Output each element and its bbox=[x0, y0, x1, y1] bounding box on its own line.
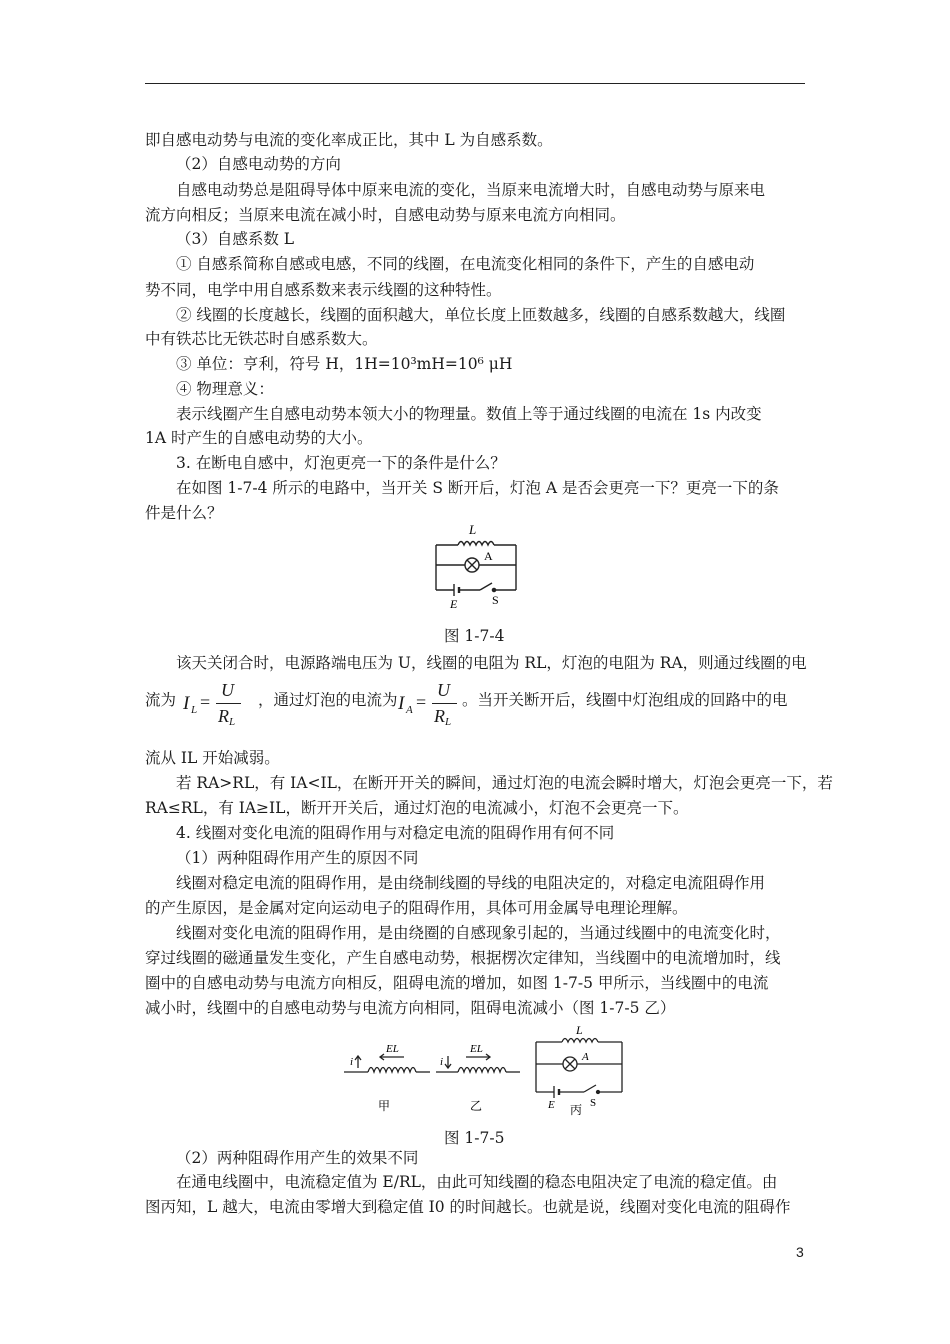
label-A: A bbox=[484, 549, 493, 563]
figure-caption: 图 1-7-5 bbox=[444, 1129, 505, 1147]
circuit-figure-1-7-5 bbox=[340, 1024, 640, 1116]
subscript: L bbox=[191, 704, 198, 716]
page-number: 3 bbox=[796, 1244, 804, 1260]
label-L: L bbox=[469, 522, 477, 537]
label-yi: 乙 bbox=[470, 1099, 483, 1113]
text-line: 该天关闭合时，电源路端电压为 U，线圈的电阻为 RL，灯泡的电阻为 RA，则通过线圈的电 bbox=[176, 654, 807, 672]
circuit-figure-1-7-4 bbox=[428, 520, 528, 612]
equals-sign: = bbox=[416, 692, 427, 712]
equals-sign: = bbox=[200, 692, 211, 712]
label-S: S bbox=[590, 1097, 597, 1109]
text-line: RA≤RL，有 IA≥IL，断开开关后，通过灯泡的电流减小，灯泡不会更亮一下。 bbox=[145, 799, 689, 817]
text-line: 中有铁芯比无铁芯时自感系数大。 bbox=[145, 330, 378, 348]
text-line: 表示线圈产生自感电动势本领大小的物理量。数值上等于通过线圈的电流在 1s 内改变 bbox=[176, 405, 762, 423]
text-line: 3. 在断电自感中，灯泡更亮一下的条件是什么？ bbox=[176, 454, 506, 472]
text-line: ，通过灯泡的电流为 bbox=[258, 691, 398, 709]
numerator: U bbox=[437, 680, 450, 700]
text-line: 即自感电动势与电流的变化率成正比，其中 L 为自感系数。 bbox=[145, 131, 553, 149]
symbol-I: I bbox=[398, 693, 405, 714]
text-line: 线圈对变化电流的阻碍作用，是由绕圈的自感现象引起的，当通过线圈中的电流变化时， bbox=[176, 924, 781, 942]
text-line: 在如图 1-7-4 所示的电路中，当开关 S 断开后，灯泡 A 是否会更亮一下？更亮一下的条 bbox=[176, 479, 779, 497]
text-line: 若 RA>RL，有 IA<IL，在断开开关的瞬间，通过灯泡的电流会瞬时增大，灯泡会更亮一下，若 bbox=[176, 774, 833, 792]
text-line: ④ 物理意义： bbox=[176, 380, 274, 398]
header-rule bbox=[145, 83, 805, 84]
text-line: 4. 线圈对变化电流的阻碍作用与对稳定电流的阻碍作用有何不同 bbox=[176, 824, 615, 842]
text-line: 的产生原因，是金属对定向运动电子的阻碍作用，具体可用金属导电理论理解。 bbox=[145, 899, 688, 917]
figure-caption: 图 1-7-4 bbox=[444, 627, 505, 645]
fraction-bar bbox=[432, 703, 457, 704]
denominator: R bbox=[218, 706, 229, 726]
subscript: A bbox=[406, 704, 413, 716]
label-S: S bbox=[492, 593, 499, 607]
label-E: E bbox=[548, 1099, 555, 1111]
text-line: 流为 bbox=[145, 691, 177, 709]
symbol-I: I bbox=[183, 693, 190, 714]
text-line: （2）两种阻碍作用产生的效果不同 bbox=[176, 1149, 419, 1167]
text-line: ① 自感系简称自感或电感，不同的线圈，在电流变化相同的条件下，产生的自感电动 bbox=[176, 255, 755, 273]
text-line: 线圈对稳定电流的阻碍作用，是由绕制线圈的导线的电阻决定的，对稳定电流阻碍作用 bbox=[176, 874, 766, 892]
text-line: 在通电线圈中，电流稳定值为 E/RL，由此可知线圈的稳态电阻决定了电流的稳定值。由 bbox=[176, 1173, 778, 1191]
text-line: 件是什么？ bbox=[145, 504, 223, 522]
text-line: 穿过线圈的磁通量发生变化，产生自感电动势，根据楞次定律知，当线圈中的电流增加时，线 bbox=[145, 949, 781, 967]
subscript: L bbox=[229, 716, 236, 728]
text-line: （3）自感系数 L bbox=[176, 230, 295, 248]
label-L: L bbox=[576, 1024, 583, 1037]
label-jia: 甲 bbox=[378, 1099, 391, 1113]
text-line: 自感电动势总是阻碍导体中原来电流的变化，当原来电流增大时，自感电动势与原来电 bbox=[176, 181, 766, 199]
text-line: 1A 时产生的自感电动势的大小。 bbox=[145, 429, 373, 447]
label-E: E bbox=[450, 597, 458, 611]
label-i: i bbox=[440, 1056, 444, 1068]
text-line: 流方向相反；当原来电流在减小时，自感电动势与原来电流方向相同。 bbox=[145, 206, 626, 224]
text-line: ③ 单位：亨利，符号 H，1H=10³mH=10⁶ μH bbox=[176, 355, 513, 373]
text-line: 减小时，线圈中的自感电动势与电流方向相同，阻碍电流减小（图 1-7-5 乙） bbox=[145, 999, 676, 1017]
text-line: （1）两种阻碍作用产生的原因不同 bbox=[176, 849, 419, 867]
denominator: R bbox=[434, 706, 445, 726]
text-line: （2）自感电动势的方向 bbox=[176, 155, 341, 173]
label-EL: EL bbox=[386, 1043, 399, 1055]
numerator: U bbox=[221, 680, 234, 700]
label-EL: EL bbox=[470, 1043, 483, 1055]
text-line: 流从 IL 开始减弱。 bbox=[145, 749, 280, 767]
label-i: i bbox=[350, 1056, 354, 1068]
label-A: A bbox=[582, 1051, 589, 1063]
text-line: 。当开关断开后，线圈中灯泡组成的回路中的电 bbox=[462, 691, 788, 709]
text-line: 势不同，电学中用自感系数来表示线圈的这种特性。 bbox=[145, 281, 502, 299]
text-line: ② 线圈的长度越长，线圈的面积越大，单位长度上匝数越多，线圈的自感系数越大，线圈 bbox=[176, 306, 786, 324]
label-bing: 丙 bbox=[570, 1103, 583, 1116]
text-line: 圈中的自感电动势与电流方向相反，阻碍电流的增加，如图 1-7-5 甲所示，当线圈中的电流 bbox=[145, 974, 769, 992]
text-line: 图丙知，L 越大，电流由零增大到稳定值 I0 的时间越长。也就是说，线圈对变化电流的阻碍作 bbox=[145, 1198, 791, 1216]
subscript: L bbox=[445, 716, 452, 728]
fraction-bar bbox=[216, 703, 241, 704]
